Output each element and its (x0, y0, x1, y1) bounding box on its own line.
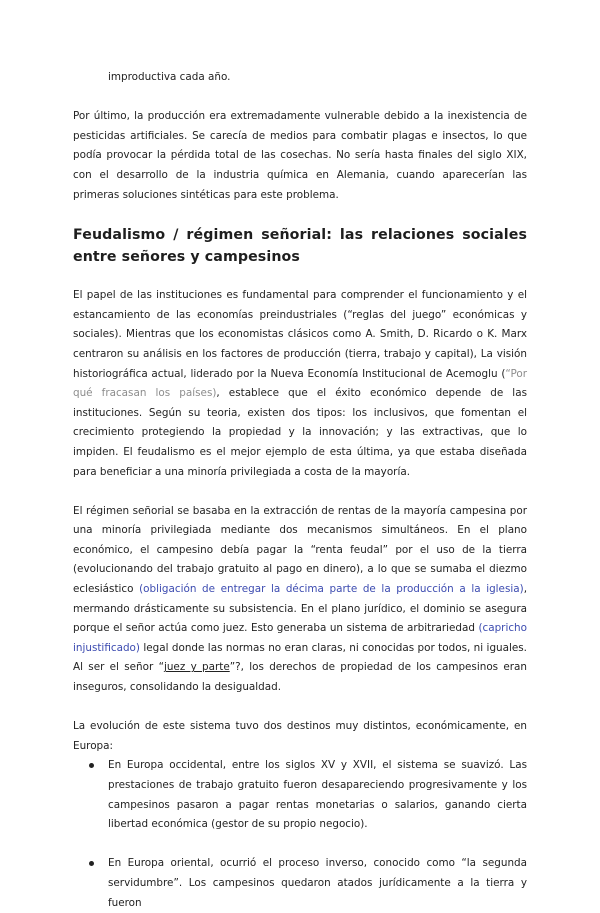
text: legal donde las normas no eran claras, ni conocidas por todos, ni iguales. Al ser el señor “ (73, 641, 527, 674)
bullet-icon (89, 861, 94, 866)
link-arbitrariedad-definition[interactable]: (capricho injustificado) (73, 622, 527, 654)
list-item-text: En Europa occidental, entre los siglos XV y XVII, el sistema se suavizó. Las prestaciones de trabajo gratuito fueron desapareciendo progresivamente y los campesinos pasaron a pagar rentas monetarias o salarios, ganando cierta libertad económica (gestor de su propio negocio). (108, 759, 527, 831)
paragraph-institutions (73, 286, 527, 482)
text: , mermando drásticamente su subsistencia. En el plano jurídico, el dominio se asegura porque el señor actúa como juez. Esto generaba un sistema de arbitrariedad (73, 583, 527, 635)
paragraph-continuation: improductiva cada año. (108, 71, 231, 83)
bullet-list (73, 756, 527, 913)
link-juez-y-parte[interactable]: juez y parte (163, 661, 230, 674)
section-heading: Feudalismo / régimen señorial: las relaciones sociales entre señores y campesinos (73, 227, 527, 266)
list-item-text: En Europa oriental, ocurrió el proceso inverso, conocido como “la segunda servidumbre”. Los campesinos quedaron atados jurídicamente a la tierra y fueron (108, 857, 527, 909)
paragraph-pesticides: Por último, la producción era extremadamente vulnerable debido a la inexistencia de pesticidas artificiales. Se carecía de medios para combatir plagas e insectos, lo que podía provocar la pérdida total de las cosechas. No sería hasta finales del siglo XIX, con el desarrollo de la industria química en Alemania, cuando aparecerían las primeras soluciones sintéticas para este problema. (73, 110, 527, 201)
bullet-icon (89, 763, 94, 768)
link-book-title[interactable]: “Por qué fracasan los países) (73, 367, 527, 400)
list-item (73, 854, 527, 913)
text: El papel de las instituciones es fundamental para comprender el funcionamiento y el estancamiento de las economías preindustriales (“reglas del juego” económicas y sociales). Mientras que los economistas clásicos como A. Smith, D. Ricardo o K. Marx centraron su análisis en los factores de producción (tierra, trabajo y capital), La visión historiográfica actual, liderado por la Nueva Economía Institucional de Acemoglu ( (73, 289, 527, 380)
text: El régimen señorial se basaba en la extracción de rentas de la mayoría campesina por una minoría privilegiada mediante dos mecanismos simultáneos. En el plano económico, el campesino debía pagar la “renta feudal” por el uso de la tierra (evolucionando del trabajo gratuito al pago en dinero), a lo que se sumaba el diezmo eclesiástico (73, 504, 527, 596)
paragraph-evolution: La evolución de este sistema tuvo dos destinos muy distintos, económicamente, en Europa: (73, 720, 527, 752)
text: ”?, los derechos de propiedad de los campesinos eran inseguros, consolidando la desigualdad. (73, 661, 528, 694)
paragraph-regimen-senorial (73, 502, 527, 698)
link-diezmo-definition[interactable]: (obligación de entregar la décima parte de la producción a la iglesia) (139, 583, 524, 596)
text: , establece que el éxito económico depende de las instituciones. Según su teoria, existen dos tipos: los inclusivos, que fomentan el crecimiento protegiendo la propiedad y la innovación; y las extractivas, que lo impiden. El feudalismo es el mejor ejemplo de esta última, ya que estaba diseñada para beneficiar a una minoría privilegiada a costa de la mayoría. (73, 387, 527, 478)
list-item (73, 756, 527, 834)
